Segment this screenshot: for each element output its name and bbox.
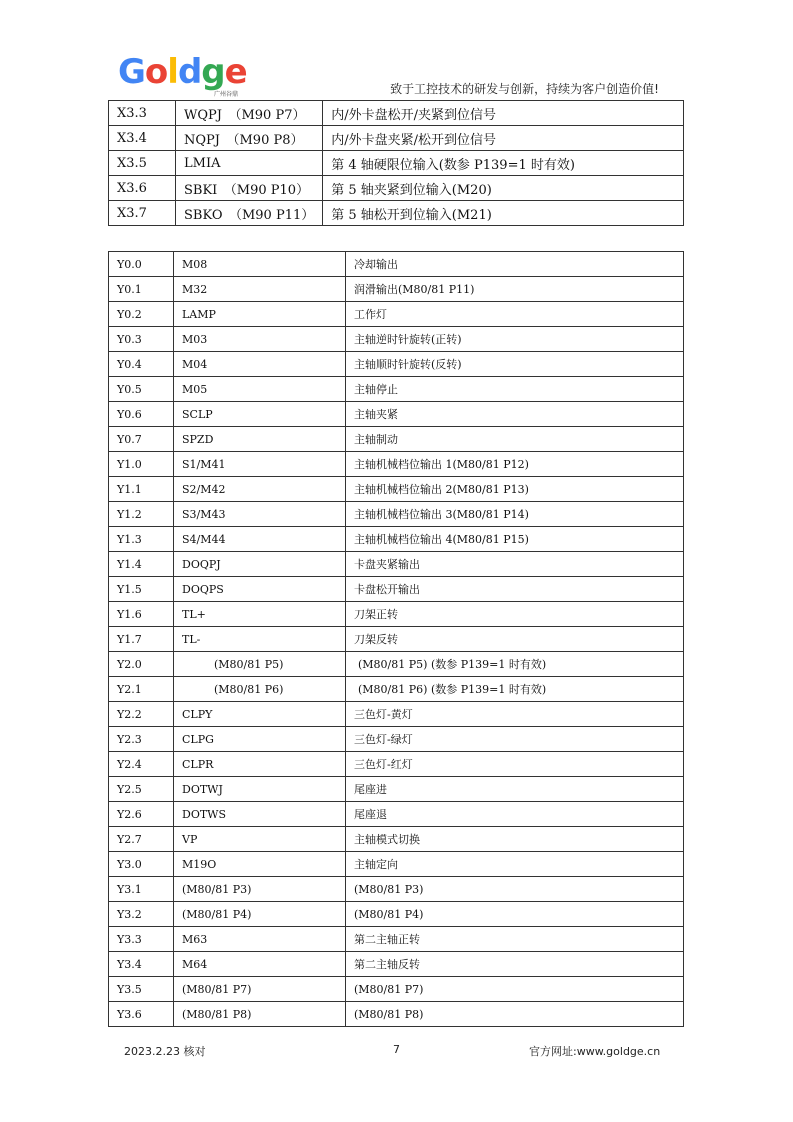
address-cell: Y3.4 bbox=[109, 952, 174, 977]
signal-cell: CLPG bbox=[174, 727, 346, 752]
description-cell: 主轴逆时针旋转(正转) bbox=[346, 327, 684, 352]
input-row bbox=[109, 126, 684, 151]
signal-cell: M05 bbox=[174, 377, 346, 402]
input-row bbox=[109, 176, 684, 201]
description-cell: 主轴顺时针旋转(反转) bbox=[346, 352, 684, 377]
signal-cell: S4/M44 bbox=[174, 527, 346, 552]
output-row bbox=[109, 727, 684, 752]
signal-cell: SBKO （M90 P11） bbox=[176, 201, 323, 226]
output-row bbox=[109, 452, 684, 477]
output-row bbox=[109, 927, 684, 952]
description-cell: 卡盘松开输出 bbox=[346, 577, 684, 602]
address-cell: Y0.6 bbox=[109, 402, 174, 427]
address-cell: Y3.3 bbox=[109, 927, 174, 952]
address-cell: Y0.7 bbox=[109, 427, 174, 452]
output-row bbox=[109, 502, 684, 527]
output-row bbox=[109, 952, 684, 977]
signal-cell: (M80/81 P3) bbox=[174, 877, 346, 902]
signal-cell: (M80/81 P7) bbox=[174, 977, 346, 1002]
signal-cell: DOQPJ bbox=[174, 552, 346, 577]
signal-cell: M63 bbox=[174, 927, 346, 952]
address-cell: Y3.6 bbox=[109, 1002, 174, 1027]
address-cell: Y1.0 bbox=[109, 452, 174, 477]
description-cell: 冷却输出 bbox=[346, 252, 684, 277]
output-row bbox=[109, 777, 684, 802]
address-cell: Y3.5 bbox=[109, 977, 174, 1002]
signal-cell: M64 bbox=[174, 952, 346, 977]
description-cell: 第 5 轴松开到位输入(M21) bbox=[323, 201, 684, 226]
output-row bbox=[109, 352, 684, 377]
output-row bbox=[109, 627, 684, 652]
address-cell: Y2.2 bbox=[109, 702, 174, 727]
signal-cell: VP bbox=[174, 827, 346, 852]
description-cell: 第二主轴反转 bbox=[346, 952, 684, 977]
signal-cell: SBKI （M90 P10） bbox=[176, 176, 323, 201]
output-row bbox=[109, 877, 684, 902]
output-row bbox=[109, 852, 684, 877]
address-cell: Y0.1 bbox=[109, 277, 174, 302]
description-cell: 主轴机械档位输出 4(M80/81 P15) bbox=[346, 527, 684, 552]
signal-cell: (M80/81 P4) bbox=[174, 902, 346, 927]
signal-cell: SPZD bbox=[174, 427, 346, 452]
signal-cell: DOTWJ bbox=[174, 777, 346, 802]
address-cell: Y1.3 bbox=[109, 527, 174, 552]
page-number: 7 bbox=[393, 1043, 400, 1056]
description-cell: 润滑输出(M80/81 P11) bbox=[346, 277, 684, 302]
output-row bbox=[109, 377, 684, 402]
address-cell: Y0.2 bbox=[109, 302, 174, 327]
footer-website: 官方网址:www.goldge.cn bbox=[529, 1045, 661, 1058]
description-cell: 主轴机械档位输出 3(M80/81 P14) bbox=[346, 502, 684, 527]
output-row bbox=[109, 552, 684, 577]
description-cell: 第 4 轴硬限位输入(数参 P139=1 时有效) bbox=[323, 151, 684, 176]
signal-cell: S2/M42 bbox=[174, 477, 346, 502]
description-cell: 刀架正转 bbox=[346, 602, 684, 627]
address-cell: Y1.1 bbox=[109, 477, 174, 502]
address-cell: X3.7 bbox=[109, 201, 176, 226]
description-cell: (M80/81 P7) bbox=[346, 977, 684, 1002]
description-cell: (M80/81 P3) bbox=[346, 877, 684, 902]
description-cell: 刀架反转 bbox=[346, 627, 684, 652]
header-slogan: 致于工控技术的研发与创新，持续为客户创造价值! bbox=[390, 82, 659, 96]
footer-date: 2023.2.23 核对 bbox=[124, 1045, 206, 1058]
signal-cell: S3/M43 bbox=[174, 502, 346, 527]
signal-cell: CLPR bbox=[174, 752, 346, 777]
address-cell: Y2.1 bbox=[109, 677, 174, 702]
description-cell: 三色灯-红灯 bbox=[346, 752, 684, 777]
description-cell: 主轴模式切换 bbox=[346, 827, 684, 852]
signal-cell: LMIA bbox=[176, 151, 323, 176]
description-cell: 工作灯 bbox=[346, 302, 684, 327]
output-row bbox=[109, 752, 684, 777]
logo-letter: l bbox=[167, 52, 178, 92]
address-cell: Y0.4 bbox=[109, 352, 174, 377]
output-row bbox=[109, 402, 684, 427]
address-cell: X3.3 bbox=[109, 101, 176, 126]
description-cell: (M80/81 P8) bbox=[346, 1002, 684, 1027]
address-cell: Y1.6 bbox=[109, 602, 174, 627]
logo-letter: e bbox=[224, 52, 247, 92]
address-cell: X3.6 bbox=[109, 176, 176, 201]
description-cell: (M80/81 P6) (数参 P139=1 时有效) bbox=[346, 677, 684, 702]
output-row bbox=[109, 427, 684, 452]
output-row bbox=[109, 277, 684, 302]
output-row bbox=[109, 802, 684, 827]
description-cell: 主轴停止 bbox=[346, 377, 684, 402]
address-cell: Y1.4 bbox=[109, 552, 174, 577]
signal-cell: TL+ bbox=[174, 602, 346, 627]
output-row bbox=[109, 902, 684, 927]
signal-cell: M08 bbox=[174, 252, 346, 277]
input-row bbox=[109, 101, 684, 126]
address-cell: Y0.3 bbox=[109, 327, 174, 352]
address-cell: Y1.2 bbox=[109, 502, 174, 527]
output-row bbox=[109, 577, 684, 602]
address-cell: X3.5 bbox=[109, 151, 176, 176]
output-row bbox=[109, 327, 684, 352]
signal-cell: LAMP bbox=[174, 302, 346, 327]
signal-cell: (M80/81 P8) bbox=[174, 1002, 346, 1027]
address-cell: Y2.0 bbox=[109, 652, 174, 677]
description-cell: 三色灯-绿灯 bbox=[346, 727, 684, 752]
signal-cell: M19O bbox=[174, 852, 346, 877]
signal-cell: SCLP bbox=[174, 402, 346, 427]
signal-cell: NQPJ （M90 P8） bbox=[176, 126, 323, 151]
description-cell: 主轴机械档位输出 1(M80/81 P12) bbox=[346, 452, 684, 477]
output-row bbox=[109, 602, 684, 627]
description-cell: 主轴定向 bbox=[346, 852, 684, 877]
description-cell: (M80/81 P4) bbox=[346, 902, 684, 927]
output-row bbox=[109, 977, 684, 1002]
description-cell: 第二主轴正转 bbox=[346, 927, 684, 952]
address-cell: Y1.5 bbox=[109, 577, 174, 602]
description-cell: 主轴制动 bbox=[346, 427, 684, 452]
address-cell: Y3.2 bbox=[109, 902, 174, 927]
logo-letter: G bbox=[118, 52, 145, 92]
signal-cell: S1/M41 bbox=[174, 452, 346, 477]
description-cell: 卡盘夹紧输出 bbox=[346, 552, 684, 577]
address-cell: Y2.7 bbox=[109, 827, 174, 852]
signal-cell: M03 bbox=[174, 327, 346, 352]
logo-letter: o bbox=[144, 52, 168, 92]
description-cell: 内/外卡盘夹紧/松开到位信号 bbox=[323, 126, 684, 151]
address-cell: Y2.5 bbox=[109, 777, 174, 802]
description-cell: 三色灯-黄灯 bbox=[346, 702, 684, 727]
output-row bbox=[109, 252, 684, 277]
signal-cell: TL- bbox=[174, 627, 346, 652]
output-signal-table bbox=[108, 251, 684, 1027]
signal-cell: WQPJ （M90 P7） bbox=[176, 101, 323, 126]
address-cell: Y3.0 bbox=[109, 852, 174, 877]
logo-subtitle: 广州谷鼎 bbox=[214, 91, 239, 98]
signal-cell: M32 bbox=[174, 277, 346, 302]
description-cell: 第 5 轴夹紧到位输入(M20) bbox=[323, 176, 684, 201]
output-row bbox=[109, 477, 684, 502]
description-cell: 尾座进 bbox=[346, 777, 684, 802]
output-row bbox=[109, 702, 684, 727]
input-row bbox=[109, 201, 684, 226]
description-cell: 主轴夹紧 bbox=[346, 402, 684, 427]
signal-cell: DOQPS bbox=[174, 577, 346, 602]
input-row bbox=[109, 151, 684, 176]
signal-cell: M04 bbox=[174, 352, 346, 377]
address-cell: Y0.5 bbox=[109, 377, 174, 402]
signal-cell: DOTWS bbox=[174, 802, 346, 827]
address-cell: Y2.3 bbox=[109, 727, 174, 752]
description-cell: 内/外卡盘松开/夹紧到位信号 bbox=[323, 101, 684, 126]
address-cell: Y3.1 bbox=[109, 877, 174, 902]
output-row bbox=[109, 1002, 684, 1027]
description-cell: (M80/81 P5) (数参 P139=1 时有效) bbox=[346, 652, 684, 677]
logo-letter: g bbox=[201, 52, 225, 92]
address-cell: Y0.0 bbox=[109, 252, 174, 277]
output-row bbox=[109, 302, 684, 327]
description-cell: 主轴机械档位输出 2(M80/81 P13) bbox=[346, 477, 684, 502]
output-row bbox=[109, 827, 684, 852]
logo-letter: d bbox=[177, 52, 202, 92]
signal-cell: CLPY bbox=[174, 702, 346, 727]
input-signal-table bbox=[108, 100, 684, 226]
signal-cell: (M80/81 P5) bbox=[174, 652, 346, 677]
address-cell: Y2.6 bbox=[109, 802, 174, 827]
address-cell: X3.4 bbox=[109, 126, 176, 151]
address-cell: Y1.7 bbox=[109, 627, 174, 652]
description-cell: 尾座退 bbox=[346, 802, 684, 827]
output-row bbox=[109, 652, 684, 677]
address-cell: Y2.4 bbox=[109, 752, 174, 777]
output-row bbox=[109, 677, 684, 702]
output-row bbox=[109, 527, 684, 552]
signal-cell: (M80/81 P6) bbox=[174, 677, 346, 702]
